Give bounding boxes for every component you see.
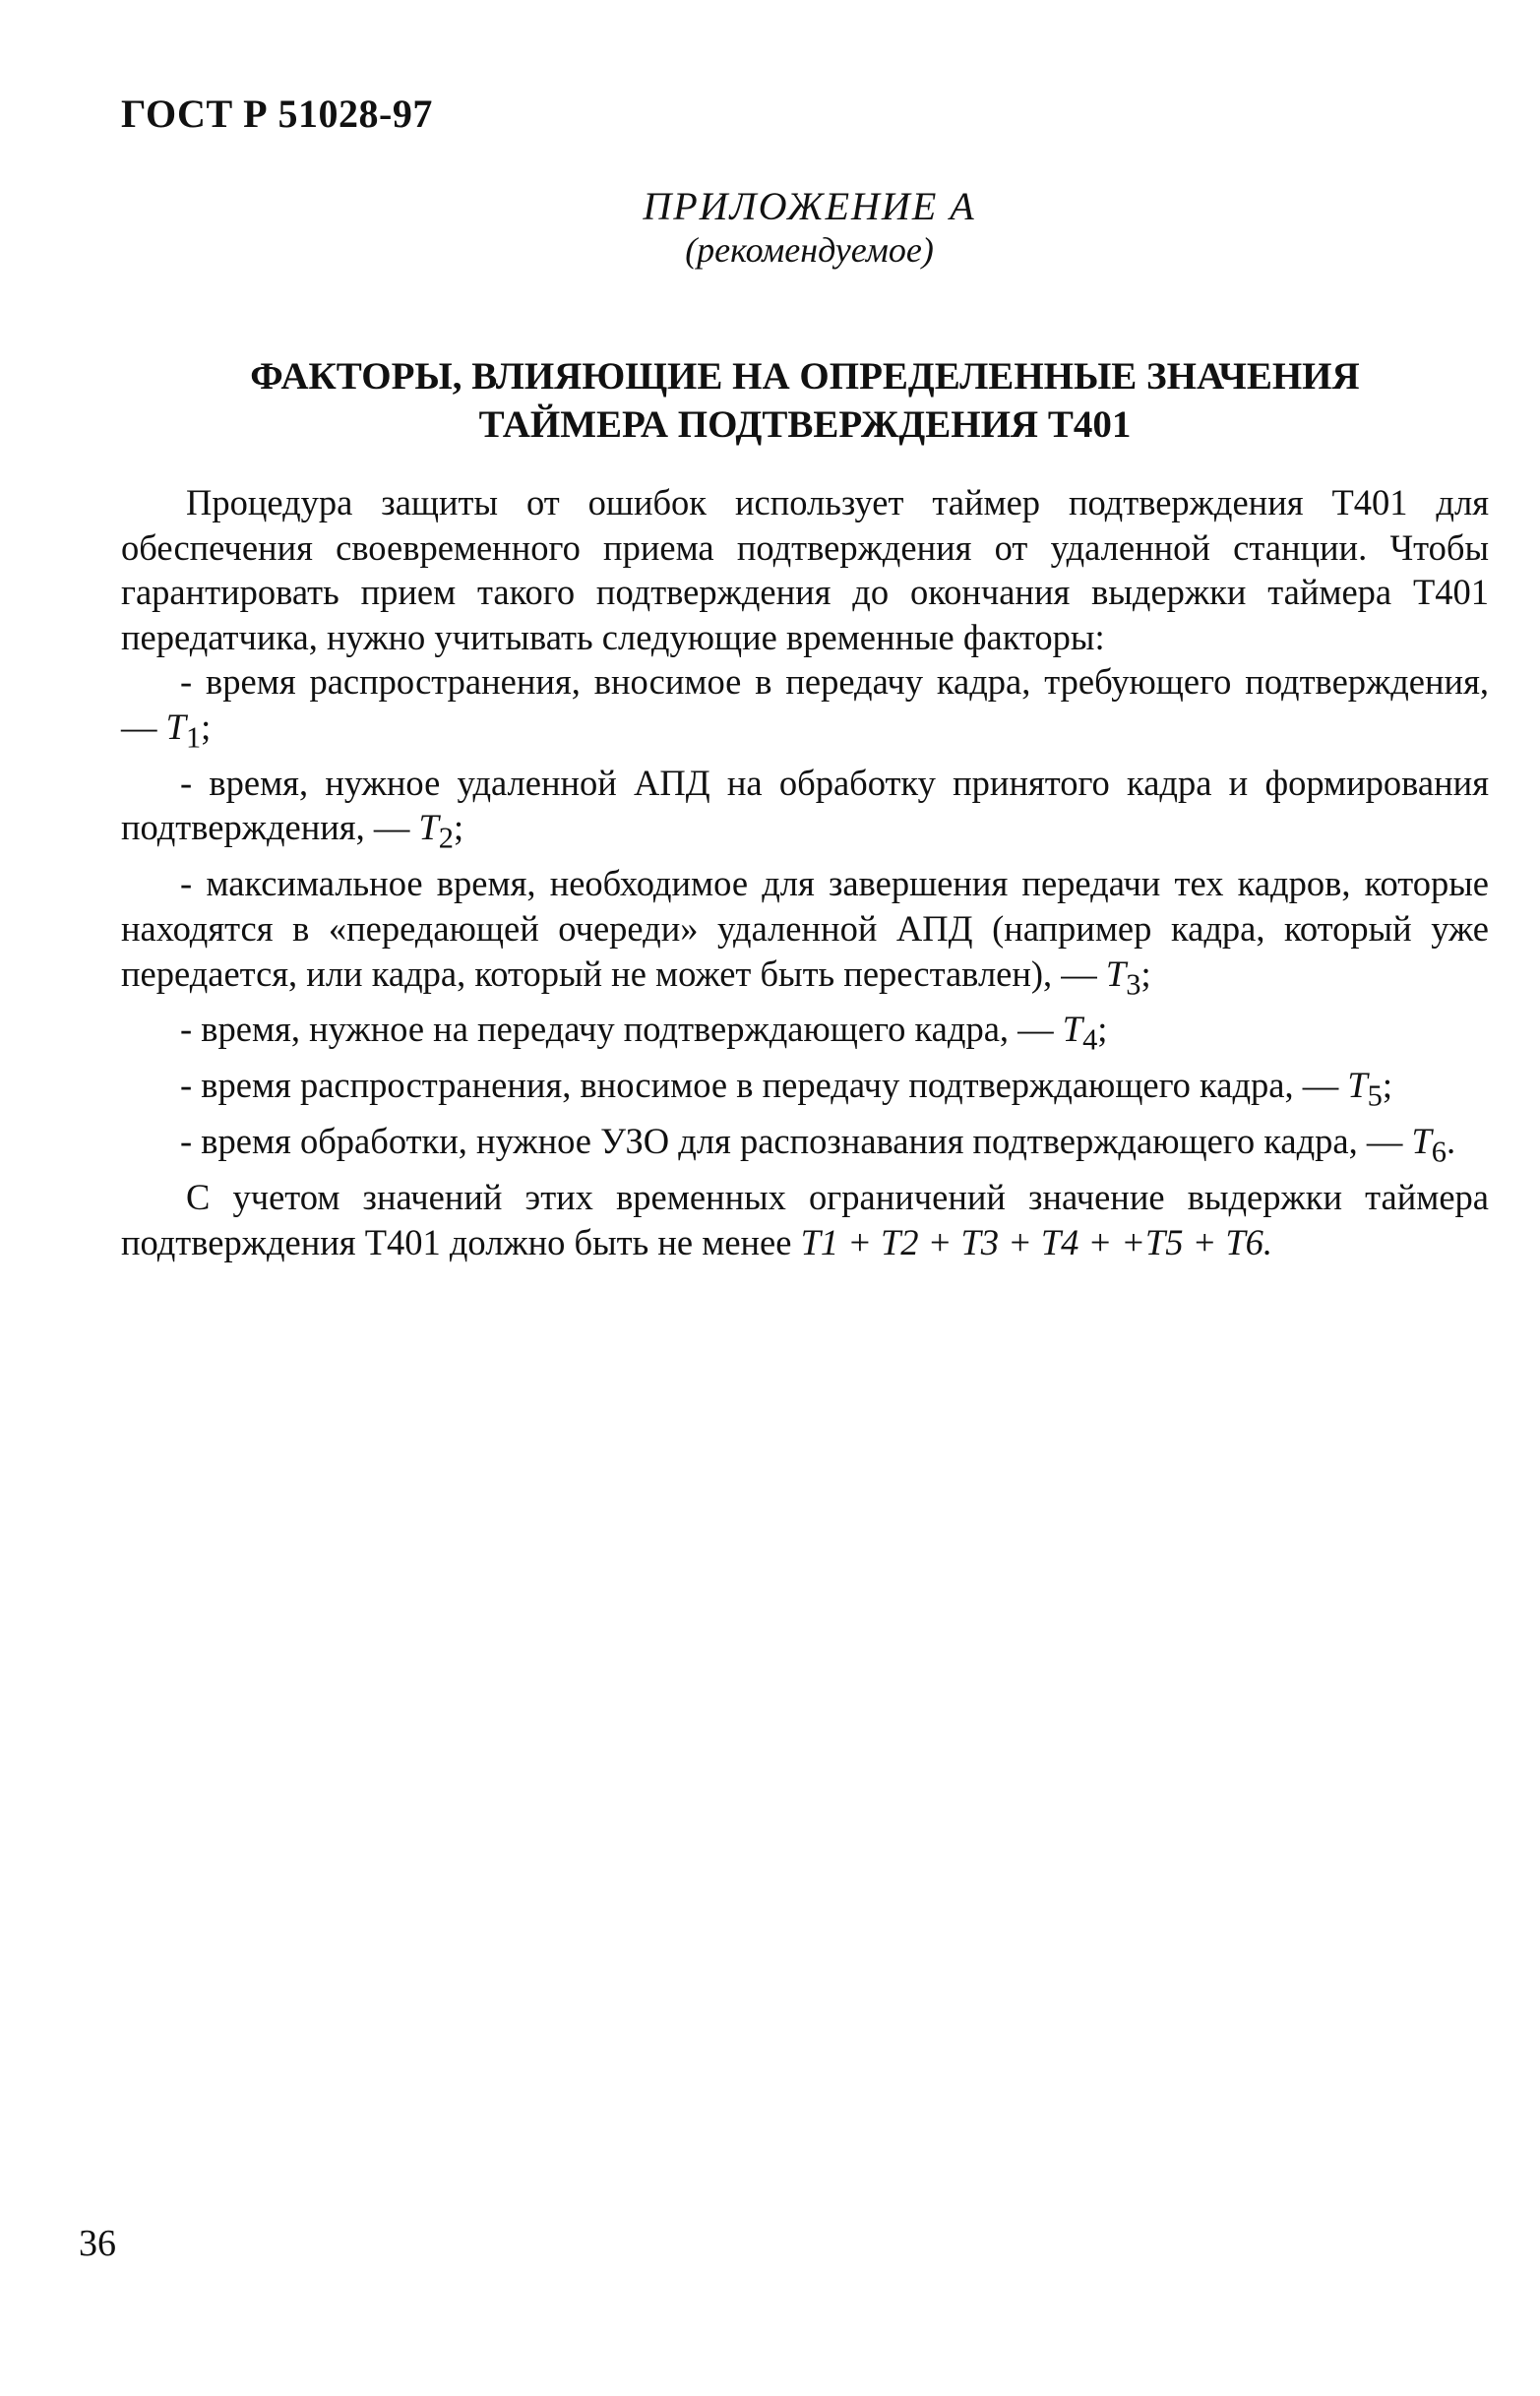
factor-item-4 [121,1007,1489,1063]
section-heading [121,352,1489,449]
factor-subscript: 6 [1431,1135,1447,1169]
factor-item-6 [121,1119,1489,1175]
factor-end: ; [453,807,464,848]
factor-variable: T [1062,1009,1083,1050]
factor-variable: T [1347,1065,1368,1106]
conclusion-paragraph [121,1175,1489,1264]
factor-subscript: 5 [1367,1078,1383,1113]
timer-formula: T1 + T2 + T3 + T4 + +T5 + T6. [800,1221,1273,1262]
factor-item-1 [121,659,1489,760]
factor-end: ; [1140,952,1151,994]
appendix-title: ПРИЛОЖЕНИЕ А [643,184,976,228]
appendix-note: (рекомендуемое) [685,230,934,270]
factor-item-text: - время, нужное на передачу подтверждающего кадра, — [180,1009,1063,1050]
factor-item-text: - время распространения, вносимое в передачу кадра, требующего подтверждения, — [121,661,1489,747]
page-number: 36 [79,2223,116,2264]
intro-paragraph: Процедура защиты от ошибок использует таймер подтверждения Т401 для обеспечения своевременного приема подтверждения от удаленной станции. Чтобы гарантировать прием такого подтверждения до окончания выдержки таймера Т401 передатчика, нужно учитывать следующие временные факторы: [121,482,1489,657]
factor-subscript: 3 [1126,966,1141,1001]
factor-item-text: - время, нужное удаленной АПД на обработку принятого кадра и формирования подтверждения, — [121,762,1489,848]
factor-variable: T [1411,1121,1432,1162]
factor-end: ; [1097,1009,1108,1050]
factor-item-text: - максимальное время, необходимое для завершения передачи тех кадров, которые находятся в «передающей очереди» удаленной АПД (например кадра, который уже передается, или кадра, который не может быть переставлен), — [121,863,1489,994]
body-text [121,480,1489,1264]
document-id: ГОСТ Р 51028-97 [121,92,433,136]
factor-variable: T [418,807,439,848]
conclusion-text: С учетом значений этих временных ограничений значение выдержки таймера подтверждения Т401 должно быть не менее [121,1177,1489,1262]
factor-item-3 [121,861,1489,1007]
factor-subscript: 4 [1082,1022,1098,1057]
factor-item-2 [121,761,1489,861]
factor-item-text: - время обработки, нужное УЗО для распознавания подтверждающего кадра, — [180,1121,1412,1162]
factor-variable: T [1105,952,1127,994]
factor-end: ; [201,706,212,747]
factor-item-5 [121,1063,1489,1119]
factor-variable: T [165,706,186,747]
factor-subscript: 1 [185,720,202,755]
heading-line-2: ТАЙМЕРА ПОДТВЕРЖДЕНИЯ Т401 [478,403,1132,446]
heading-line-1: ФАКТОРЫ, ВЛИЯЮЩИЕ НА ОПРЕДЕЛЕННЫЕ ЗНАЧЕНИЯ [250,355,1360,398]
factor-item-text: - время распространения, вносимое в передачу подтверждающего кадра, — [180,1065,1348,1106]
factor-subscript: 2 [438,821,454,855]
factor-end: . [1447,1121,1456,1162]
factor-end: ; [1382,1065,1393,1106]
